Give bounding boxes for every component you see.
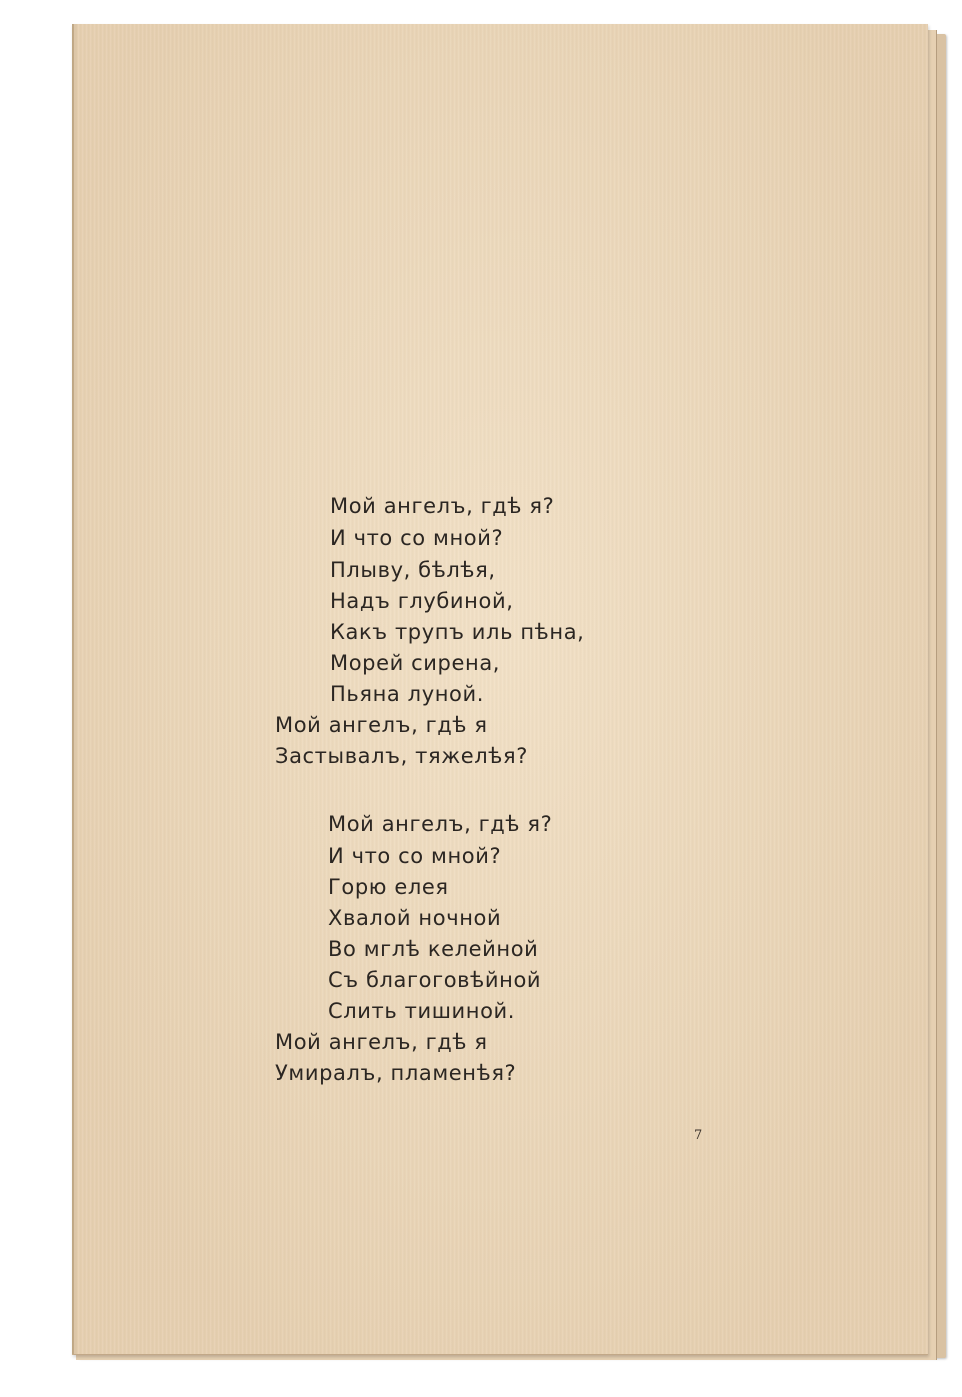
poem-line: Застывалъ, тяжелѣя? [275,744,528,768]
poem-line: И что со мной? [328,844,502,868]
poem-line: Надъ глубиной, [330,589,514,613]
poem-line: Во мглѣ келейной [328,937,539,961]
poem-line: Горю елея [328,875,449,899]
poem-line: Хвалой ночной [328,906,502,930]
poem-line: Съ благоговѣйной [328,968,542,992]
poem-line: Пьяна луной. [330,682,485,706]
poem-line: Плыву, бѣлѣя, [330,558,496,582]
poem-line: Мой ангелъ, гдѣ я? [328,812,553,836]
poem-line: Морей сирена, [330,651,501,675]
poem-line: И что со мной? [330,526,504,550]
poem-line: Умиралъ, пламенѣя? [275,1061,517,1085]
poem-line: Какъ трупъ иль пѣна, [330,620,585,644]
poem-line: Мой ангелъ, гдѣ я [275,1030,488,1054]
poem-line: Мой ангелъ, гдѣ я? [330,494,555,518]
page-number: 7 [694,1128,703,1143]
poem-line: Слить тишиной. [328,999,516,1023]
poem-line: Мой ангелъ, гдѣ я [275,713,488,737]
